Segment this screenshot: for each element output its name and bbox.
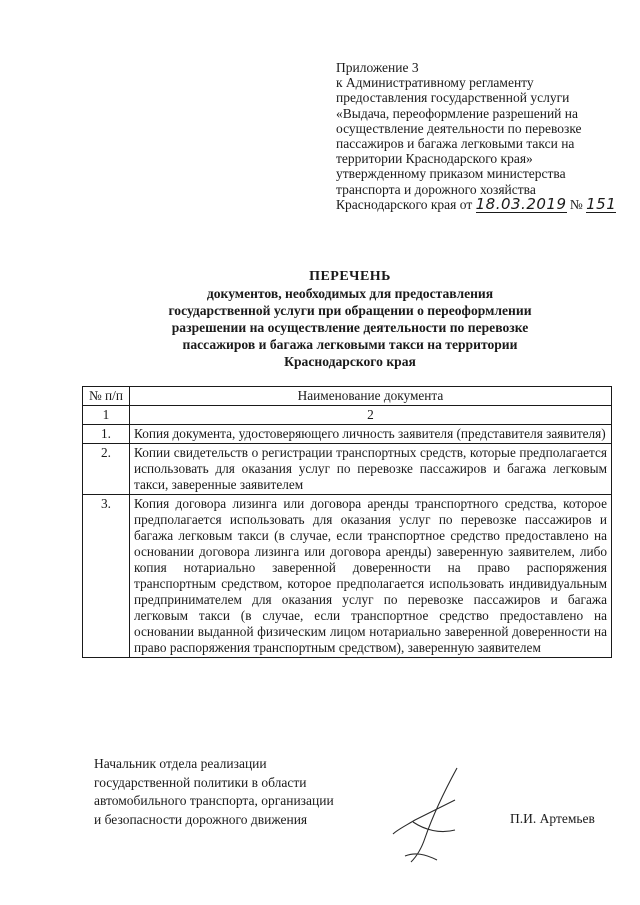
handwritten-number: 151: [586, 194, 617, 213]
number-prefix: №: [569, 196, 583, 212]
documents-table: [82, 386, 612, 658]
signatory-position: [94, 755, 334, 829]
title-line: документов, необходимых для предоставления: [206, 286, 494, 301]
position-line: и безопасности дорожного движения: [94, 811, 308, 827]
position-line: государственной политики в области: [94, 774, 307, 790]
column-index: 2: [130, 406, 612, 425]
appendix-line: к Административному регламенту: [336, 75, 534, 91]
handwritten-signature: [385, 760, 485, 870]
header-num: № п/п: [83, 387, 130, 406]
appendix-line: Приложение 3: [336, 60, 419, 75]
title-line: пассажиров и багажа легковыми такси на территории: [182, 337, 518, 352]
row-text: Копия договора лизинга или договора аренды транспортного средства, которое предполагается использовать для оказания услуг по перевозке пассажиров и багажа легковым такси (в случае, если транспортное средство предоставлено на основании договора лизинга или договора аренды) заверенную заявителем, либо копия нотариально заверенной доверенности на право распоряжения транспортным средством, которое предполагается использовать индивидуальным предпринимателем для оказания услуг по перевозке пассажиров и багажа легковым такси (в случае, если транспортное средство предоставлено на основании выданной физическим лицом нотариально заверенной доверенности на право распоряжения транспортным средством), заверенную заявителем: [130, 495, 612, 658]
document-title: [60, 268, 640, 370]
appendix-line: пассажиров и багажа легковыми такси на: [336, 136, 575, 152]
row-number: 3.: [83, 495, 130, 658]
table-row: [83, 495, 612, 658]
title-line: Краснодарского края: [284, 354, 416, 369]
title-line: разрешении на осуществление деятельности по перевозке: [171, 320, 529, 335]
table-row: [83, 444, 612, 495]
column-index-row: [83, 406, 612, 425]
row-number: 1.: [83, 425, 130, 444]
handwritten-date: 18.03.2019: [475, 194, 567, 213]
row-text: Копии свидетельств о регистрации транспортных средств, которые предполагается использовать для оказания услуг по перевозке пассажиров и багажа легковым такси, заверенные заявителем: [130, 444, 612, 495]
appendix-line: территории Краснодарского края»: [336, 151, 533, 167]
appendix-line: предоставления государственной услуги: [336, 90, 570, 106]
appendix-line: «Выдача, переоформление разрешений на: [336, 105, 578, 121]
appendix-line: утвержденному приказом министерства: [336, 166, 566, 182]
row-number: 2.: [83, 444, 130, 495]
approval-date-line: [336, 194, 617, 213]
column-index: 1: [83, 406, 130, 425]
title-line: государственной услуги при обращении о переоформлении: [168, 303, 532, 318]
position-line: Начальник отдела реализации: [94, 756, 267, 771]
header-name: Наименование документа: [130, 387, 612, 406]
appendix-header: [336, 60, 616, 213]
appendix-line: транспорта и дорожного хозяйства: [336, 181, 536, 197]
title-heading: ПЕРЕЧЕНЬ: [309, 269, 391, 284]
table-row: [83, 425, 612, 444]
table-header-row: [83, 387, 612, 406]
signer-name: П.И. Артемьев: [510, 811, 595, 826]
row-text: Копия документа, удостоверяющего личность заявителя (представителя заявителя): [130, 425, 612, 444]
date-prefix: Краснодарского края от: [336, 196, 473, 212]
position-line: автомобильного транспорта, организации: [94, 793, 334, 808]
appendix-line: осуществление деятельности по перевозке: [336, 120, 582, 136]
